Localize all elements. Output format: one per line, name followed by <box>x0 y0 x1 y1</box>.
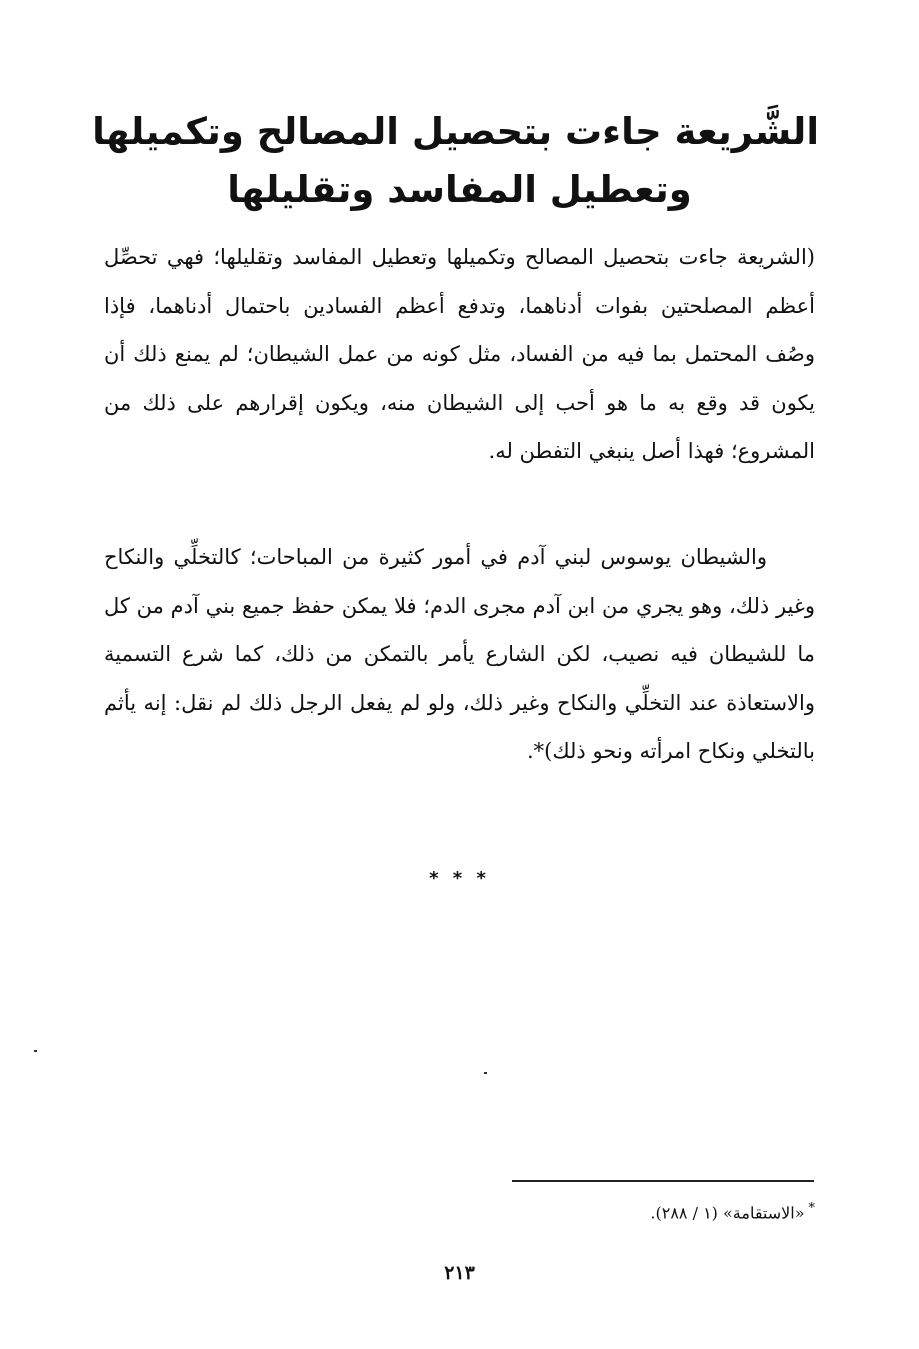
footnote-text: «الاستقامة» (١ / ٢٨٨). <box>650 1203 805 1223</box>
footnote-mark: * <box>808 1201 815 1216</box>
footnote <box>650 1196 815 1226</box>
scan-speck <box>484 1072 487 1074</box>
section-divider: * * * <box>429 868 490 889</box>
footnote-separator <box>512 1180 814 1182</box>
section-heading <box>92 103 819 219</box>
scan-speck <box>34 1050 37 1052</box>
page-number: ٢١٣ <box>444 1262 475 1284</box>
paragraph-1: (الشريعة جاءت بتحصيل المصالح وتكميلها وتعطيل المفاسد وتقليلها؛ فهي تحصِّل أعظم المصلحتين بفوات أدناهما، وتدفع أعظم الفسادين باحتمال أدناهما، فإذا وصُف المحتمل بما فيه من الفساد، مثل كونه من عمل الشيطان؛ لم يمنع ذلك أن يكون قد وقع به ما هو أحب إلى الشيطان منه، ويكون إقرارهم على ذلك من المشروع؛ فهذا أصل ينبغي التفطن له. <box>104 245 815 463</box>
paragraph-2: والشيطان يوسوس لبني آدم في أمور كثيرة من المباحات؛ كالتخلِّي والنكاح وغير ذلك، وهو يجري من ابن آدم مجرى الدم؛ فلا يمكن حفظ جميع بني آدم من كل ما للشيطان فيه نصيب، لكن الشارع يأمر بالتمكن من ذلك، كما شرع التسمية والاستعاذة عند التخلِّي والنكاح وغير ذلك، ولو لم يفعل الرجل ذلك لم نقل: إنه يأثم بالتخلي ونكاح امرأته ونحو ذلك)*. <box>104 545 815 763</box>
section-heading-line-2: وتعطيل المفاسد وتقليلها <box>227 167 692 211</box>
section-heading-line-1: الشَّريعة جاءت بتحصيل المصالح وتكميلها <box>92 109 819 153</box>
